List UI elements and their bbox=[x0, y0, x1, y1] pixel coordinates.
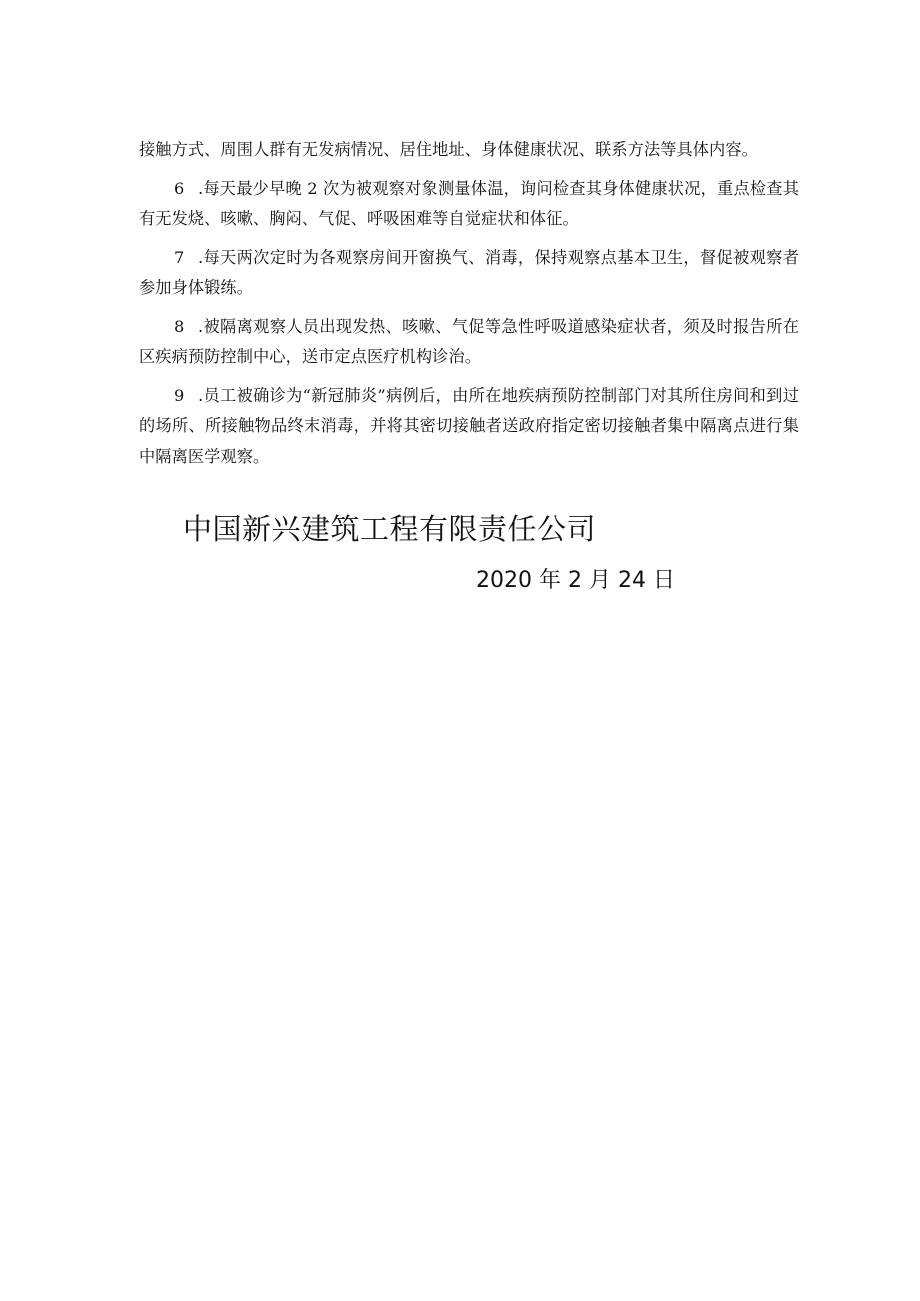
company-name: 中国新兴建筑工程有限责任公司 bbox=[183, 512, 597, 546]
paragraph-text: .每天最少早晚 2 次为被观察对象测量体温，询问检查其身体健康状况，重点检查其有无发烧、咳嗽、胸闷、气促、呼吸困难等自觉症状和体征。 bbox=[139, 178, 799, 228]
paragraph-number: 8 bbox=[174, 316, 185, 336]
paragraph-item-6 bbox=[139, 174, 799, 235]
paragraph-text: .每天两次定时为各观察房间开窗换气、消毒，保持观察点基本卫生，督促被观察者参加身体锻练。 bbox=[139, 247, 799, 297]
document-body bbox=[139, 135, 799, 480]
paragraph-item-9 bbox=[139, 381, 799, 473]
paragraph-continuation bbox=[139, 135, 799, 166]
paragraph-text: .员工被确诊为“新冠肺炎”病例后，由所在地疾病预防控制部门对其所住房间和到过的场所、所接触物品终末消毒，并将其密切接触者送政府指定密切接触者集中隔离点进行集中隔离医学观察。 bbox=[139, 385, 799, 466]
paragraph-item-8 bbox=[139, 312, 799, 373]
paragraph-number: 6 bbox=[174, 178, 185, 198]
paragraph-text: 接触方式、周围人群有无发病情况、居住地址、身体健康状况、联系方法等具体内容。 bbox=[139, 140, 758, 159]
paragraph-number: 9 bbox=[174, 385, 185, 405]
signature-date: 2020 年 2 月 24 日 bbox=[476, 568, 675, 593]
paragraph-text: .被隔离观察人员出现发热、咳嗽、气促等急性呼吸道感染症状者，须及时报告所在区疾病预防控制中心，送市定点医疗机构诊治。 bbox=[139, 316, 799, 366]
paragraph-number: 7 bbox=[174, 247, 185, 267]
paragraph-item-7 bbox=[139, 243, 799, 304]
